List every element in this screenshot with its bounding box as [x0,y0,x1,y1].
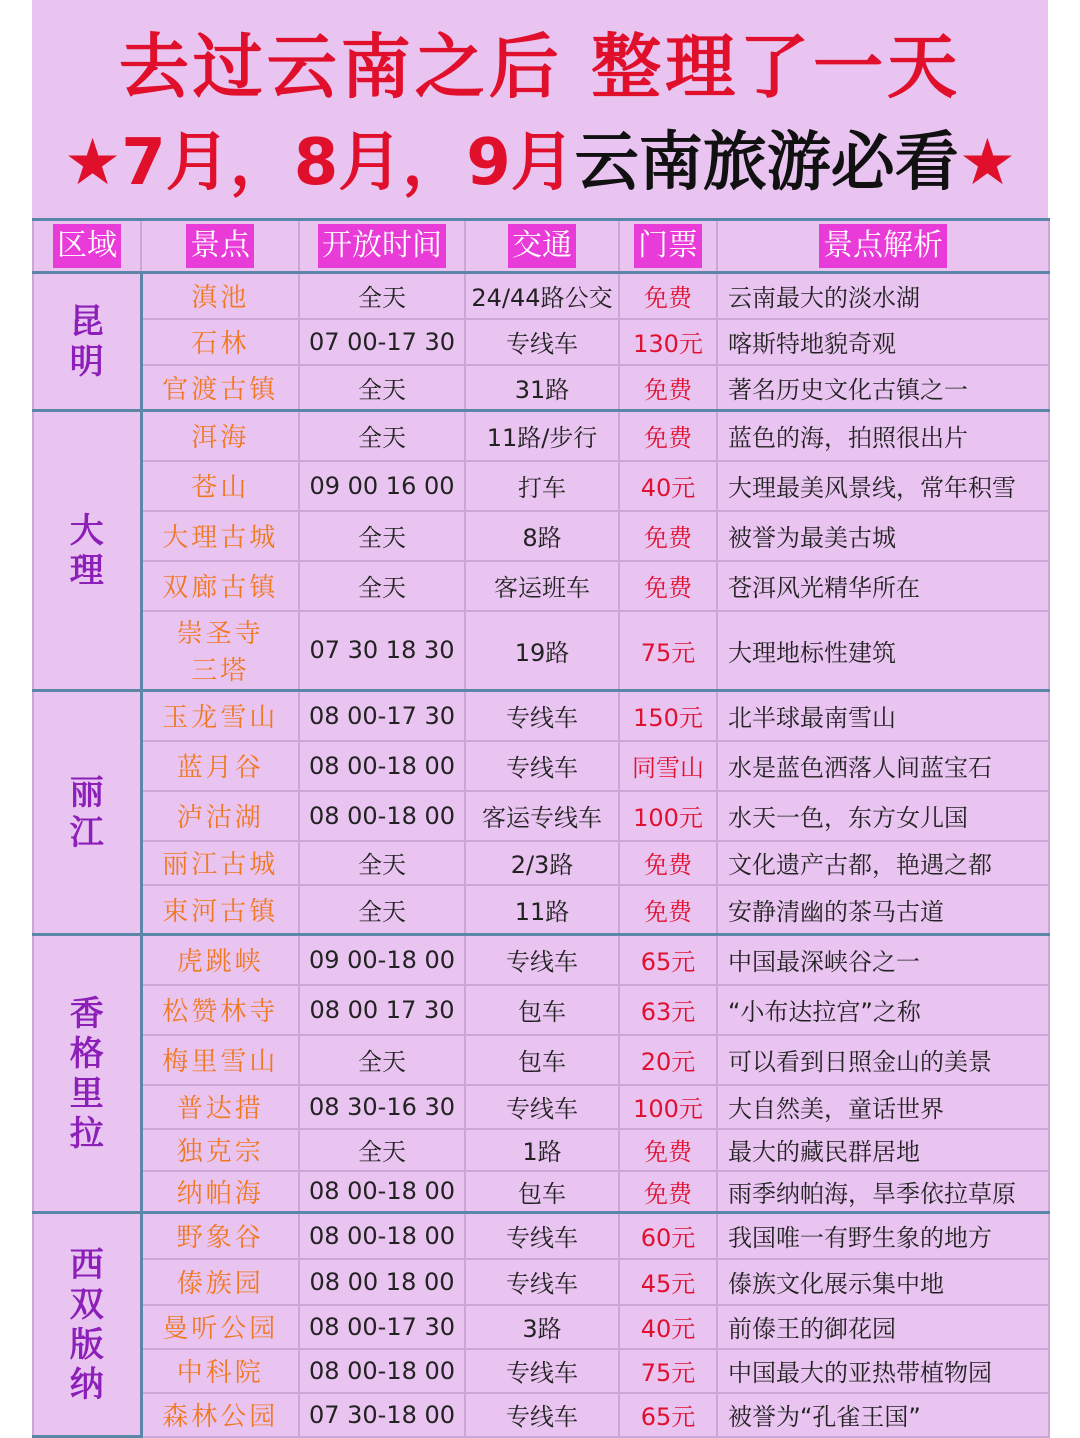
table-row [33,1393,1049,1437]
region-name: 昆 明 [69,301,104,382]
transport: 1路 [465,1129,619,1171]
table-row [33,1213,1049,1259]
opening-hours: 08 00-17 30 [299,1305,465,1349]
table-row [33,791,1049,841]
region-cell [33,935,141,1213]
spot-name: 松赞林寺 [141,985,299,1035]
transport: 31路 [465,365,619,411]
ticket-price: 免费 [619,1171,717,1213]
opening-hours: 08 00 17 30 [299,985,465,1035]
spot-description: 大自然美，童话世界 [717,1085,1049,1129]
opening-hours: 全天 [299,561,465,611]
table-row [33,1085,1049,1129]
spot-description: 中国最大的亚热带植物园 [717,1349,1049,1393]
table-row [33,511,1049,561]
transport: 专线车 [465,319,619,365]
table-row [33,841,1049,885]
spot-description: 可以看到日照金山的美景 [717,1035,1049,1085]
table-row [33,611,1049,691]
transport: 专线车 [465,1259,619,1305]
transport: 包车 [465,985,619,1035]
table-row [33,273,1049,319]
transport: 专线车 [465,1085,619,1129]
ticket-price: 75元 [619,1349,717,1393]
region-cell [33,1213,141,1437]
ticket-price: 100元 [619,1085,717,1129]
spot-description: 大理地标性建筑 [717,611,1049,691]
spot-name: 石林 [141,319,299,365]
spot-name: 曼听公园 [141,1305,299,1349]
ticket-price: 150元 [619,691,717,741]
spot-name: 束河古镇 [141,885,299,935]
travel-poster [32,0,1048,1438]
spot-name: 中科院 [141,1349,299,1393]
ticket-price: 45元 [619,1259,717,1305]
transport: 专线车 [465,691,619,741]
spot-name: 普达措 [141,1085,299,1129]
spot-name: 纳帕海 [141,1171,299,1213]
opening-hours: 全天 [299,1035,465,1085]
spot-name: 丽江古城 [141,841,299,885]
opening-hours: 全天 [299,273,465,319]
header-description: 景点解析 [717,220,1049,273]
spot-name: 森林公园 [141,1393,299,1437]
table-body [33,273,1049,1437]
spot-name: 官渡古镇 [141,365,299,411]
table-row [33,1349,1049,1393]
spot-name: 蓝月谷 [141,741,299,791]
region-cell [33,411,141,691]
ticket-price: 65元 [619,935,717,985]
attractions-table [32,218,1050,1438]
opening-hours: 07 30 18 30 [299,611,465,691]
spot-name: 泸沽湖 [141,791,299,841]
transport: 11路/步行 [465,411,619,461]
region-cell [33,273,141,411]
spot-name: 野象谷 [141,1213,299,1259]
spot-name: 玉龙雪山 [141,691,299,741]
spot-description: 傣族文化展示集中地 [717,1259,1049,1305]
table-row [33,985,1049,1035]
spot-description: “小布达拉宫”之称 [717,985,1049,1035]
transport: 11路 [465,885,619,935]
spot-description: 被誉为最美古城 [717,511,1049,561]
opening-hours: 全天 [299,411,465,461]
header-spot: 景点 [141,220,299,273]
table-row [33,885,1049,935]
spot-name: 双廊古镇 [141,561,299,611]
ticket-price: 100元 [619,791,717,841]
transport: 19路 [465,611,619,691]
table-row [33,365,1049,411]
spot-description: 最大的藏民群居地 [717,1129,1049,1171]
opening-hours: 08 00-17 30 [299,691,465,741]
spot-name: 洱海 [141,411,299,461]
ticket-price: 130元 [619,319,717,365]
region-name: 西 双 版 纳 [69,1244,104,1405]
spot-name: 独克宗 [141,1129,299,1171]
opening-hours: 08 00-18 00 [299,1213,465,1259]
opening-hours: 08 00-18 00 [299,1349,465,1393]
spot-name: 虎跳峡 [141,935,299,985]
ticket-price: 20元 [619,1035,717,1085]
header-transport: 交通 [465,220,619,273]
transport: 包车 [465,1035,619,1085]
transport: 专线车 [465,1213,619,1259]
table-row [33,1259,1049,1305]
transport: 24/44路公交 [465,273,619,319]
transport: 专线车 [465,1393,619,1437]
poster-title: 去过云南之后 整理了一天 [118,26,962,108]
opening-hours: 09 00 16 00 [299,461,465,511]
transport: 包车 [465,1171,619,1213]
opening-hours: 08 00 18 00 [299,1259,465,1305]
subtitle-text: 云南旅游必看 [574,126,959,200]
spot-description: 被誉为“孔雀王国” [717,1393,1049,1437]
opening-hours: 08 00-18 00 [299,1171,465,1213]
spot-description: 蓝色的海，拍照很出片 [717,411,1049,461]
header-hours: 开放时间 [299,220,465,273]
transport: 客运专线车 [465,791,619,841]
table-row [33,561,1049,611]
ticket-price: 40元 [619,461,717,511]
spot-name: 苍山 [141,461,299,511]
spot-name: 滇池 [141,273,299,319]
table-header-row [33,220,1049,273]
table-row [33,1035,1049,1085]
table-row [33,935,1049,985]
spot-name: 大理古城 [141,511,299,561]
region-name: 大 理 [69,510,104,591]
spot-description: 水是蓝色洒落人间蓝宝石 [717,741,1049,791]
transport: 打车 [465,461,619,511]
header-ticket: 门票 [619,220,717,273]
opening-hours: 08 00-18 00 [299,791,465,841]
opening-hours: 全天 [299,885,465,935]
ticket-price: 60元 [619,1213,717,1259]
spot-description: 云南最大的淡水湖 [717,273,1049,319]
opening-hours: 07 00-17 30 [299,319,465,365]
region-name: 香 格 里 拉 [69,993,104,1154]
spot-description: 我国唯一有野生象的地方 [717,1213,1049,1259]
ticket-price: 免费 [619,365,717,411]
opening-hours: 08 00-18 00 [299,741,465,791]
table-row [33,461,1049,511]
transport: 客运班车 [465,561,619,611]
ticket-price: 免费 [619,411,717,461]
table-row [33,411,1049,461]
table-row [33,319,1049,365]
region-cell [33,691,141,935]
table-row [33,1305,1049,1349]
opening-hours: 全天 [299,841,465,885]
spot-description: 喀斯特地貌奇观 [717,319,1049,365]
ticket-price: 65元 [619,1393,717,1437]
transport: 专线车 [465,1349,619,1393]
star-icon: ★ [958,126,1017,200]
ticket-price: 免费 [619,561,717,611]
spot-description: 文化遗产古都，艳遇之都 [717,841,1049,885]
spot-description: 苍洱风光精华所在 [717,561,1049,611]
opening-hours: 全天 [299,511,465,561]
opening-hours: 全天 [299,365,465,411]
header-region: 区域 [33,220,141,273]
spot-description: 北半球最南雪山 [717,691,1049,741]
ticket-price: 免费 [619,511,717,561]
spot-description: 著名历史文化古镇之一 [717,365,1049,411]
ticket-price: 同雪山 [619,741,717,791]
table-row [33,1171,1049,1213]
spot-name: 梅里雪山 [141,1035,299,1085]
opening-hours: 全天 [299,1129,465,1171]
spot-description: 水天一色，东方女儿国 [717,791,1049,841]
transport: 3路 [465,1305,619,1349]
ticket-price: 免费 [619,273,717,319]
opening-hours: 08 30-16 30 [299,1085,465,1129]
spot-description: 中国最深峡谷之一 [717,935,1049,985]
transport: 2/3路 [465,841,619,885]
region-name: 丽 江 [69,772,104,853]
transport: 8路 [465,511,619,561]
spot-description: 前傣王的御花园 [717,1305,1049,1349]
opening-hours: 09 00-18 00 [299,935,465,985]
spot-description: 雨季纳帕海，旱季依拉草原 [717,1171,1049,1213]
transport: 专线车 [465,935,619,985]
ticket-price: 75元 [619,611,717,691]
table-row [33,741,1049,791]
ticket-price: 免费 [619,1129,717,1171]
ticket-price: 免费 [619,885,717,935]
ticket-price: 63元 [619,985,717,1035]
spot-name: 崇圣寺 三塔 [141,611,299,691]
ticket-price: 免费 [619,841,717,885]
ticket-price: 40元 [619,1305,717,1349]
spot-name: 傣族园 [141,1259,299,1305]
table-row [33,1129,1049,1171]
poster-subtitle [32,118,1048,208]
spot-description: 大理最美风景线，常年积雪 [717,461,1049,511]
opening-hours: 07 30-18 00 [299,1393,465,1437]
spot-description: 安静清幽的茶马古道 [717,885,1049,935]
table-row [33,691,1049,741]
transport: 专线车 [465,741,619,791]
subtitle-months: ★7月，8月，9月 [63,126,575,200]
